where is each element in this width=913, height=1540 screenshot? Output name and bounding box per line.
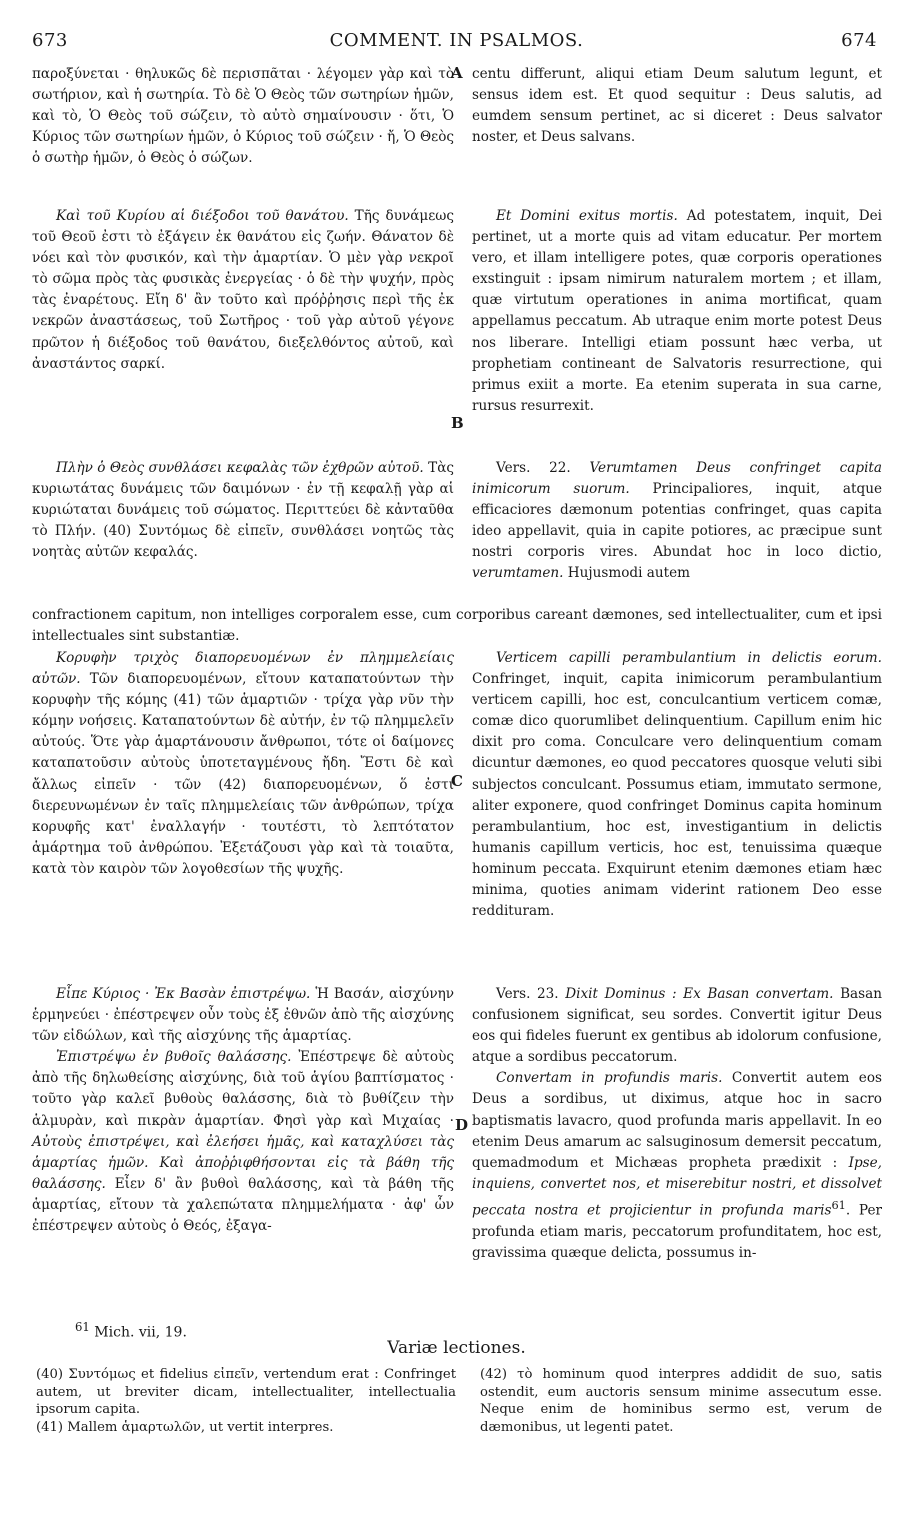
footnote-reference: 61 [831,1197,846,1212]
greek-text: παροξύνεται · θηλυκῶς δὲ περισπᾶται · λέγομεν γὰρ καὶ τὸ σωτήριον, καὶ ἡ σωτηρία. Τὸ δὲ Ὁ Θεὸς τῶν σωτηρίων ἡμῶν, καὶ τὸ, Ὁ Θεὸς τοῦ σώζειν, τὸ αὐτὸ σημαίνουσιν · ὅτι, Ὁ Κύριος τῶν σωτηρίων ἡμῶν, ὁ Κύριος τοῦ σώζειν · ἤ, Ὁ Θεὸς ὁ σωτὴρ ἡμῶν, ὁ Θεὸς ὁ σώζων. [32,66,454,167]
latin-paragraph-3 [472,458,882,585]
greek-lemma: Ἐπιστρέψω ἐν βυθοῖς θαλάσσης. [56,1049,292,1066]
greek-text: Τῶν διαπορευομένων, εἴτουν καταπατούντων τὴν κορυφὴν τῆς κόμης (41) τῶν ἁμαρτιῶν · τρίχα γὰρ νῦν τὴν κόμην νοήσεις. Καταπατούντων δὲ αὐτήν, ἐν τῷ πλημμελεῖν αὐτούς. Ὅτε γὰρ ἁμαρτάνουσιν ἄνθρωποι, τότε οἱ δαίμονες καταπατοῦσιν αὐτοὺς ὑποτεταγμένους ἤδη. Ἔστι δὲ καὶ ἄλλως εἰπεῖν · τῶν (42) διαπορευομένων, ὅ ἐστι διερευνωμένων ἐν ταῖς πλημμελείαις τῶν ἀνθρώπων, τρίχα κορυφῆς κατ' ἐναλλαγήν · τουτέστι, τὸ λεπτότατον ἁμάρτημα τοῦ ἀνθρώπου. Ἐξετάζουσι γὰρ καὶ τὰ τοιαῦτα, κατὰ τὸν καιρὸν τῶν λογοθεσίων τῆς ψυχῆς. [32,671,454,877]
variant-note: (40) Συντόμως et fidelius εἰπεῖν, vertendum erat : Confringet autem, ut breviter dicam, intellectualiter, intellectualia ipsorum capita. [36,1367,456,1417]
section-marker-b: B [451,414,464,432]
footnote-mark: 61 [75,1320,90,1334]
latin-lemma: Convertam in profundis maris. [496,1070,723,1087]
latin-lemma: Verumtamen Deus confringet capita inimicorum suorum. [472,460,882,498]
section-marker-c: C [451,772,463,790]
greek-text: Ἡ Βασάν, αἰσχύνην ἑρμηνεύει · ἐπέστρεψεν οὖν τοὺς ἐξ ἐθνῶν ἀπὸ τῆς αἰσχύνης τῶν εἰδώλων, καὶ τῆς αἰσχύνης τῆς ἁμαρτίας. [32,986,454,1045]
greek-lemma: Καὶ τοῦ Κυρίου αἱ διέξοδοι τοῦ θανάτου. [56,208,349,224]
latin-paragraph-4 [472,648,882,922]
latin-italic-word: verumtamen. [472,565,564,582]
greek-quote: Αὐτοὺς ἐπιστρέψει, καὶ ἐλεήσει ἡμᾶς, καὶ καταχλύσει τὰς ἁμαρτίας ἡμῶν. Καὶ ἀποῤῥιφθήσονται εἰς τὰ βάθη τῆς θαλάσσης. [32,1133,454,1192]
greek-paragraph-3 [32,458,454,563]
greek-text-end: Εἶεν δ' ἂν βυθοὶ θαλάσσης, καὶ τὰ βάθη τῆς ἁμαρτίας, εἴτουν τὰ χαλεπώτατα πλημμελήματα · ἀφ' ὧν ἐπέστρεψεν αὐτοὺς ὁ Θεός, ἐξαγα- [32,1175,454,1235]
latin-lemma: Dixit Dominus : Ex Basan convertam. [565,986,834,1002]
greek-lemma: Εἶπε Κύριος · Ἐκ Βασὰν ἐπιστρέψω. [56,986,311,1002]
latin-text: Basan confusionem significat, seu sordes. Convertit igitur Deus eos qui fideles fuerunt ex gentibus ab idolorum confusione, atque a sordibus peccatorum. [472,986,882,1066]
latin-text-end: . Per profunda etiam maris, peccatorum profunditatem, hoc est, gravissima quæque delicta, possumus in- [472,1202,882,1261]
section-marker-d: D [455,1116,469,1134]
left-page-number: 673 [32,30,68,51]
verse-number: Vers. 22. [496,460,571,476]
running-title: COMMENT. IN PSALMOS. [329,30,584,51]
latin-text-end: Hujusmodi autem [567,565,691,582]
greek-paragraph-5 [32,984,454,1237]
latin-text: Ad potestatem, inquit, Dei pertinet, ut a morte quis ad vitam educatur. Per mortem vero, et illam intelligere potes, quæ corporis operationes exstinguit : ipsam nimirum naturalem mortem ; et illam, quæ virtutum operationes in anima mortificat, quam appellamus peccatum. Ab utraque enim morte potest Deus nos liberare. Intelligi etiam possunt hæc verba, ut prophetiam contineant de Salvatoris resurrectione, qui primus exiit a morte. Ea etenim superata in sua carne, rursus resurrexit. [472,208,882,414]
latin-paragraph-1 [472,64,882,148]
variant-note: (41) Mallem ἁμαρτωλῶν, ut vertit interpres. [36,1419,334,1435]
footnote-text: Mich. vii, 19. [94,1324,187,1341]
latin-paragraph-2 [472,206,882,417]
latin-text: Principaliores, inquit, atque efficaciores dæmonum potentias confringet, quas capita ideo appellavit, quia in capite potiores, ac præcipue sunt nostri corporis vires. Abundat hoc in loco dictio, [472,481,882,561]
latin-lemma: Verticem capilli perambulantium in delictis eorum. [496,650,882,666]
greek-paragraph-1 [32,64,454,169]
greek-lemma: Πλὴν ὁ Θεὸς συνθλάσει κεφαλὰς τῶν ἐχθρῶν αὐτοῦ. [56,460,424,476]
greek-text: Τὰς κυριωτάτας δυνάμεις τῶν δαιμόνων · ἐν τῇ κεφαλῇ γὰρ αἱ κυριώταται δυνάμεις τοῦ σώματος. Περιττεύει δὲ κἀνταῦθα τὸ Πλήν. (40) Συντόμως δὲ εἰπεῖν, συνθλάσει νοητῶς τὰς νοητὰς αὐτῶν κεφαλάς. [32,460,454,561]
greek-text: Τῆς δυνάμεως τοῦ Θεοῦ ἐστι τὸ ἐξάγειν ἐκ θανάτου εἰς ζωήν. Θάνατον δὲ νόει καὶ τὸν φυσικόν, καὶ τὴν ἁμαρτίαν. Ὁ μὲν γὰρ νεκροῖ τὸ σῶμα πρὸς τὰς φυσικὰς ἐνεργείας · ὁ δὲ τὴν ψυχήν, πρὸς τὰς ἐναρέτους. Εἴη δ' ἂν τοῦτο καὶ πρόῤῥησις περὶ τῆς ἐκ νεκρῶν ἀναστάσεως, τοῦ Σωτῆρος · τοῦ γὰρ αὐτοῦ γέγονε πρῶτον ἡ διέξοδος τοῦ θανάτου, διεξελθόντος αὐτοῦ, καὶ ἀναστάντος σαρκί. [32,208,454,372]
greek-text: Ἐπέστρεψε δὲ αὐτοὺς ἀπὸ τῆς δηλωθείσης αἰσχύνης, διὰ τοῦ ἁγίου βαπτίσματος · τοῦτο γὰρ καλεῖ βυθοὺς θαλάσσης, διὰ τὸ βυθίζειν τὴν ἁλμυρὰν, καὶ πικρὰν ἁμαρτίαν. Φησὶ γὰρ καὶ Μιχαίας · [32,1049,454,1129]
latin-lemma: Et Domini exitus mortis. [496,208,678,224]
latin-text: centu differunt, aliqui etiam Deum salutum legunt, et sensus idem est. Et quod sequitur : Deus salutis, ad eumdem sensum pertinet, ac si diceret : Deus salvator noster, et Deus salvans. [472,66,882,146]
latin-paragraph-5 [472,984,882,1264]
full-width-continuation: confractionem capitum, non intelliges corporalem esse, cum corporibus careant dæmones, sed intellectualiter, cum et ipsi intellectuales sint substantiæ. [32,607,882,645]
latin-quote: Ipse, inquiens, convertet nos, et miserebitur nostri, et dissolvet peccata nostra et projicientur in profunda maris [472,1154,882,1219]
variant-note: (42) τὸ hominum quod interpres addidit de suo, satis ostendit, eum auctoris sensum minime assecutum esse. Neque enim de hominibus sermo est, verum de dæmonibus, ut legenti patet. [480,1367,882,1435]
latin-text: Confringet, inquit, capita inimicorum perambulantium verticem capilli, hoc est, conculcantium verticem comæ, comæ dico quorumlibet delinquentium. Capillum enim hic dixit pro coma. Conculcare vero delinquentium comam dicuntur dæmones, eo quod peccatores quosque veluti sibi subjectos conculcant. Possumus etiam, immutato sermone, aliter exponere, quod confringet Dominus capita hominum perambulantium, hoc est, investigantium in delictis humanis capillum verticis, hoc est, tenuissima quæque hominum peccata. Exquirunt etenim dæmones etiam hæc minima, quoties animam viderint rationem Deo esse reddituram. [472,671,882,920]
variae-left-column [36,1366,456,1436]
greek-lemma: Κορυφὴν τριχὸς διαπορευομένων ἐν πλημμελείαις αὐτῶν. [32,650,454,688]
greek-paragraph-4 [32,648,454,880]
greek-paragraph-2 [32,206,454,375]
verse-number: Vers. 23. [496,986,559,1002]
latin-text: Convertit autem eos Deus a sordibus, ut diximus, atque hoc in sacro baptismatis lavacro, quod profunda maris appellavit. In eo etenim Deus amarum ac salsuginosum demersit peccatum, quemadmodum et Michæas propheta prædixit : [472,1070,882,1171]
section-marker-a: A [451,64,463,82]
variae-right-column [480,1366,882,1436]
variae-lectiones-title: Variæ lectiones. [387,1338,526,1358]
right-page-number: 674 [841,30,877,51]
